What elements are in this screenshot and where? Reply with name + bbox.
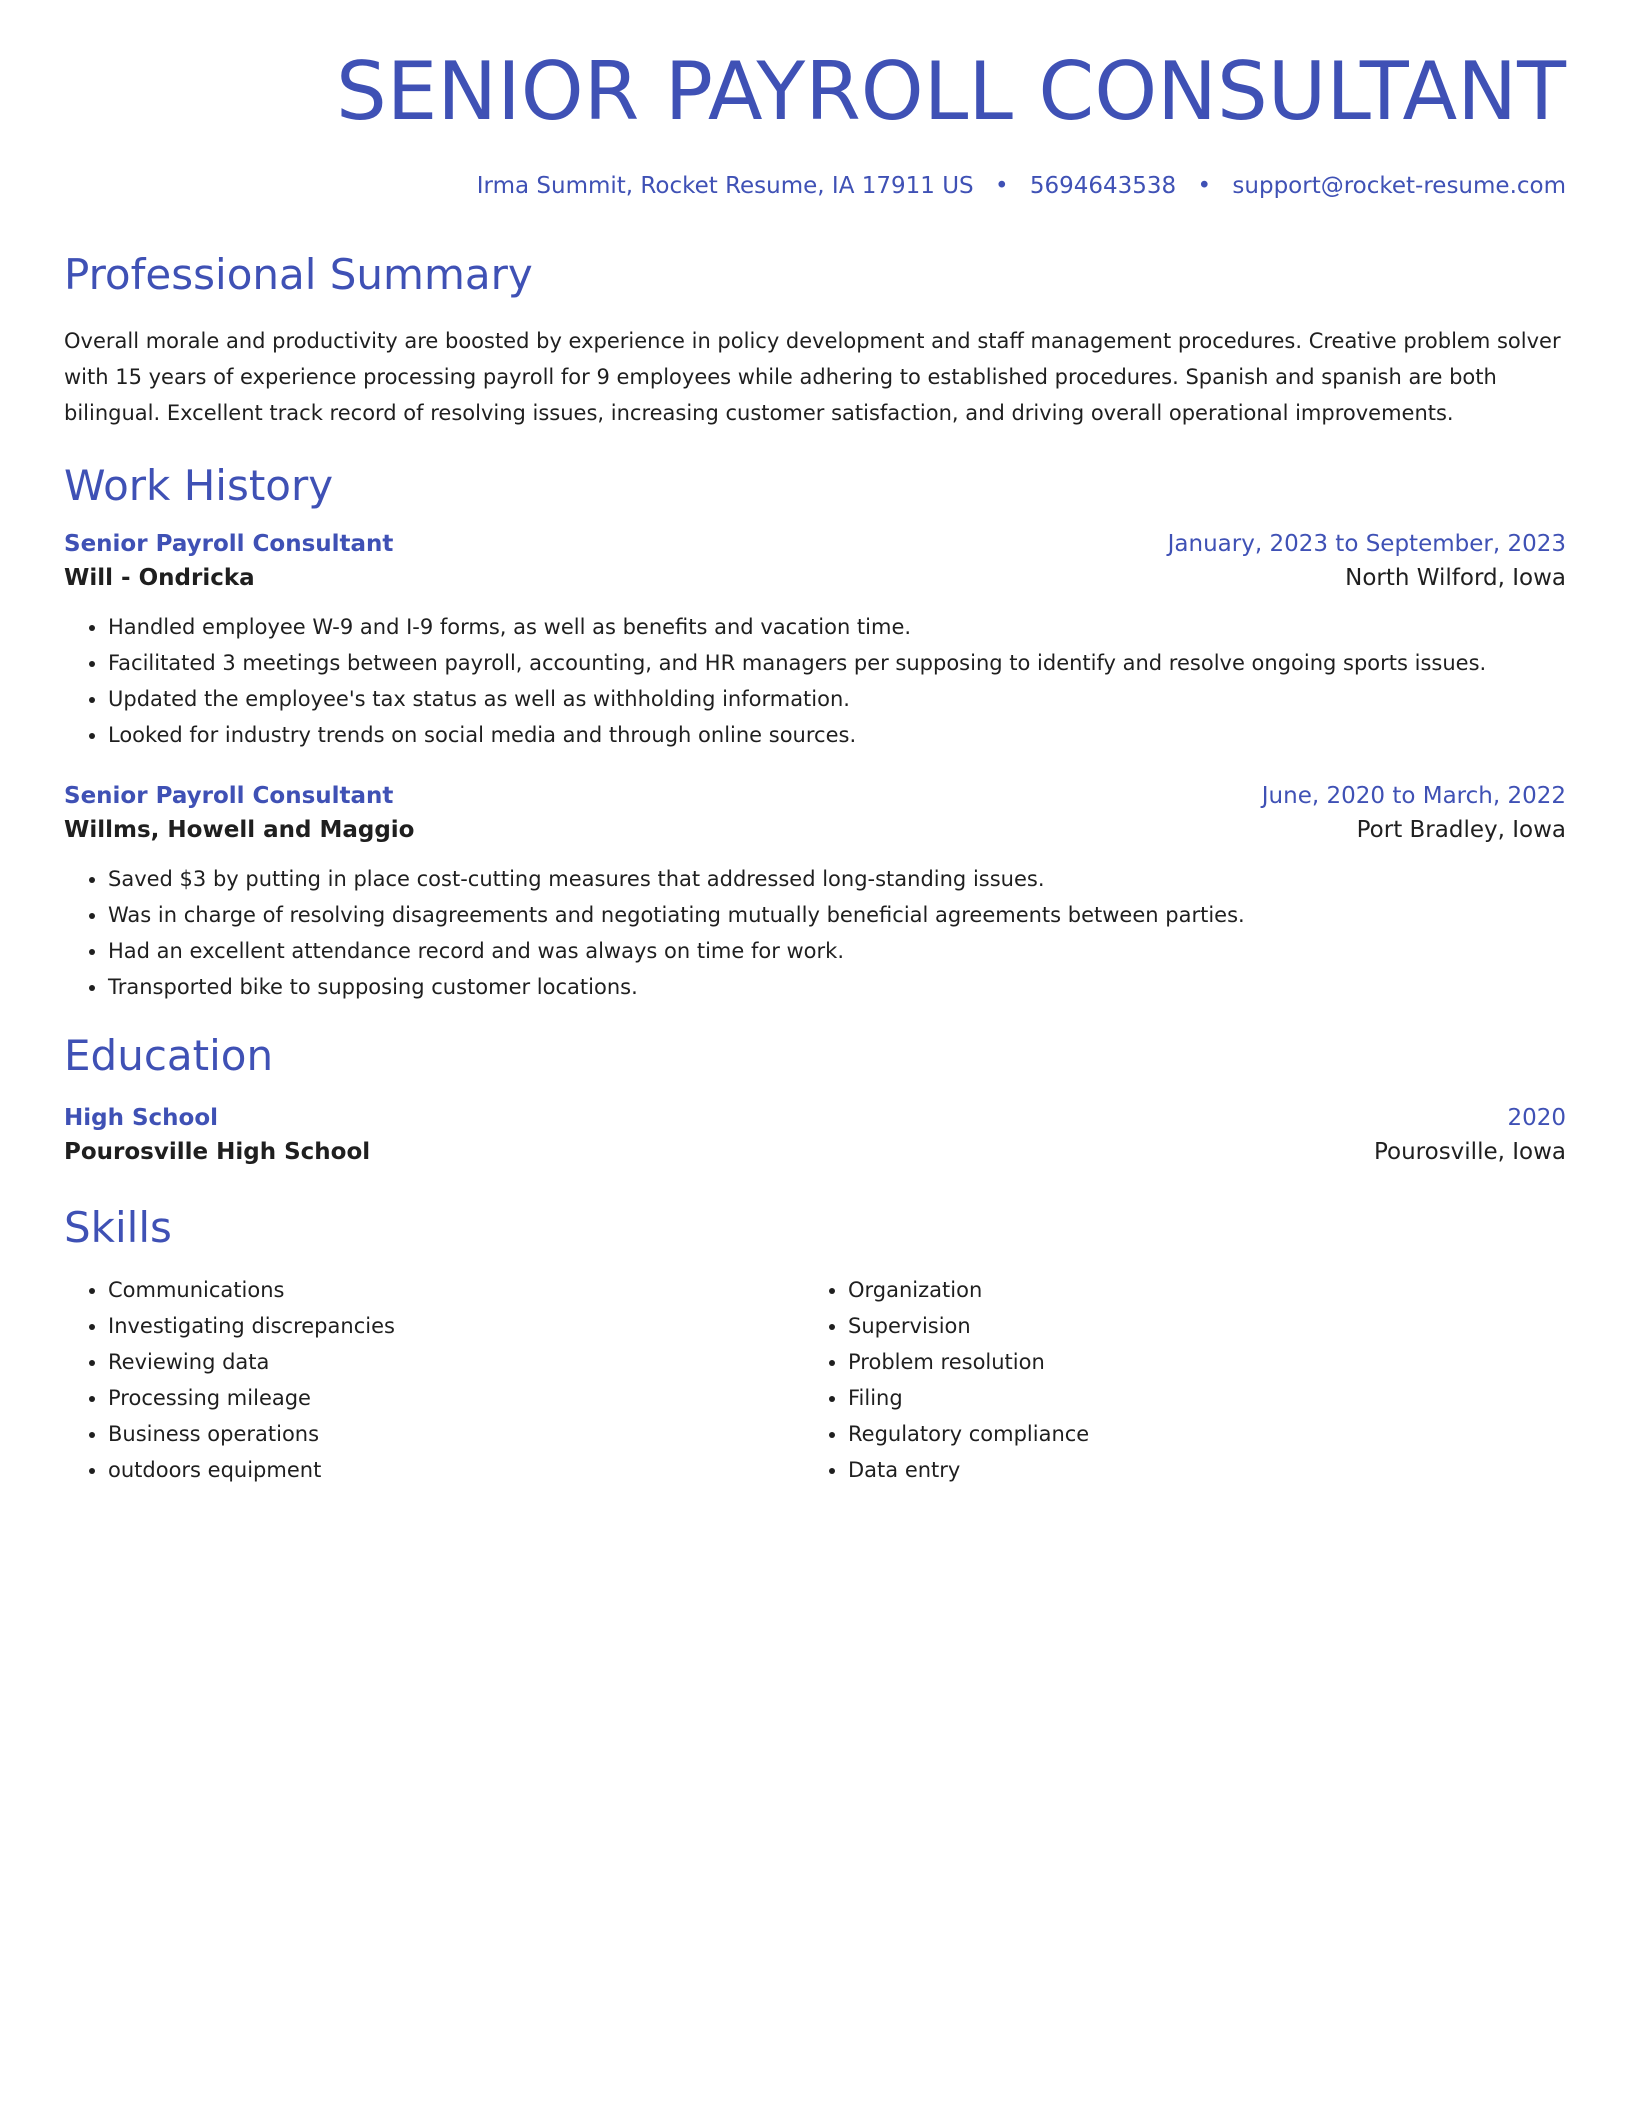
job-dates: June, 2020 to March, 2022 [1261,782,1566,809]
resume-header [64,40,1566,202]
job-bullets [64,609,1566,753]
job-bullet: • Was in charge of resolving disagreements and negotiating mutually beneficial agreements between parties. [108,897,1566,933]
contact-separator: • [1197,173,1212,199]
job-title: Senior Payroll Consultant [64,782,394,809]
skill-item: • outdoors equipment [108,1452,804,1488]
skill-item: • Organization [848,1272,1566,1308]
job-bullet: • Transported bike to supposing customer locations. [108,969,1566,1005]
contact-separator: • [994,173,1009,199]
education-entry [64,1105,1566,1165]
skill-item: • Reviewing data [108,1344,804,1380]
education-school: Pourosville High School [64,1139,371,1166]
skill-item: • Supervision [848,1308,1566,1344]
education-location: Pourosville, Iowa [1373,1139,1566,1166]
skill-item: • Communications [108,1272,804,1308]
skill-item: • Filing [848,1380,1566,1416]
skill-item: • Processing mileage [108,1380,804,1416]
contact-address: Irma Summit, Rocket Resume, IA 17911 US [476,173,974,199]
summary-heading: Professional Summary [64,250,533,300]
skills-list-left [64,1272,804,1488]
job-bullet: • Saved $3 by putting in place cost-cutting measures that addressed long-standing issues. [108,861,1566,897]
education-year: 2020 [1507,1105,1566,1132]
skill-item: • Regulatory compliance [848,1416,1566,1452]
skills-grid [64,1272,1566,1488]
skill-item: • Problem resolution [848,1344,1566,1380]
job-location: Port Bradley, Iowa [1356,816,1566,843]
contact-phone: 5694643538 [1029,173,1177,199]
skill-item: • Investigating discrepancies [108,1308,804,1344]
job-title: Senior Payroll Consultant [64,530,394,557]
job-location: North Wilford, Iowa [1345,564,1566,591]
job-bullets [64,861,1566,1005]
skills-list-right [804,1272,1566,1488]
resume-page [64,40,1566,1488]
work-history-section [64,461,1566,1005]
job-entry [64,783,1566,1005]
education-degree: High School [64,1105,219,1132]
job-company: Willms, Howell and Maggio [64,816,415,843]
education-section [64,1031,1566,1165]
job-bullet: • Looked for industry trends on social media and through online sources. [108,717,1566,753]
contact-email[interactable]: support@rocket-resume.com [1232,173,1566,199]
contact-line [64,170,1566,202]
skill-item: • Data entry [848,1452,1566,1488]
summary-text: Overall morale and productivity are boosted by experience in policy development and staff management procedures. Creative problem solver with 15 years of experience processing payroll for 9 employees while adhering to established procedures. Spanish and spanish are both bilingual. Excellent track record of resolving issues, increasing customer satisfaction, and driving overall operational improvements. [64,328,1561,425]
job-company: Will - Ondricka [64,564,255,591]
job-bullet: • Updated the employee's tax status as well as withholding information. [108,681,1566,717]
job-bullet: • Handled employee W-9 and I-9 forms, as well as benefits and vacation time. [108,609,1566,645]
work-history-heading: Work History [64,460,334,510]
skill-item: • Business operations [108,1416,804,1452]
skills-heading: Skills [64,1203,172,1253]
job-entry [64,531,1566,753]
resume-title: SENIOR PAYROLL CONSULTANT [335,45,1566,138]
summary-section [64,250,1566,430]
job-bullet: • Facilitated 3 meetings between payroll, accounting, and HR managers per supposing to identify and resolve ongoing sports issues. [108,645,1566,681]
skills-section [64,1203,1566,1487]
job-bullet: • Had an excellent attendance record and was always on time for work. [108,933,1566,969]
education-heading: Education [64,1030,274,1080]
job-dates: January, 2023 to September, 2023 [1167,530,1566,557]
